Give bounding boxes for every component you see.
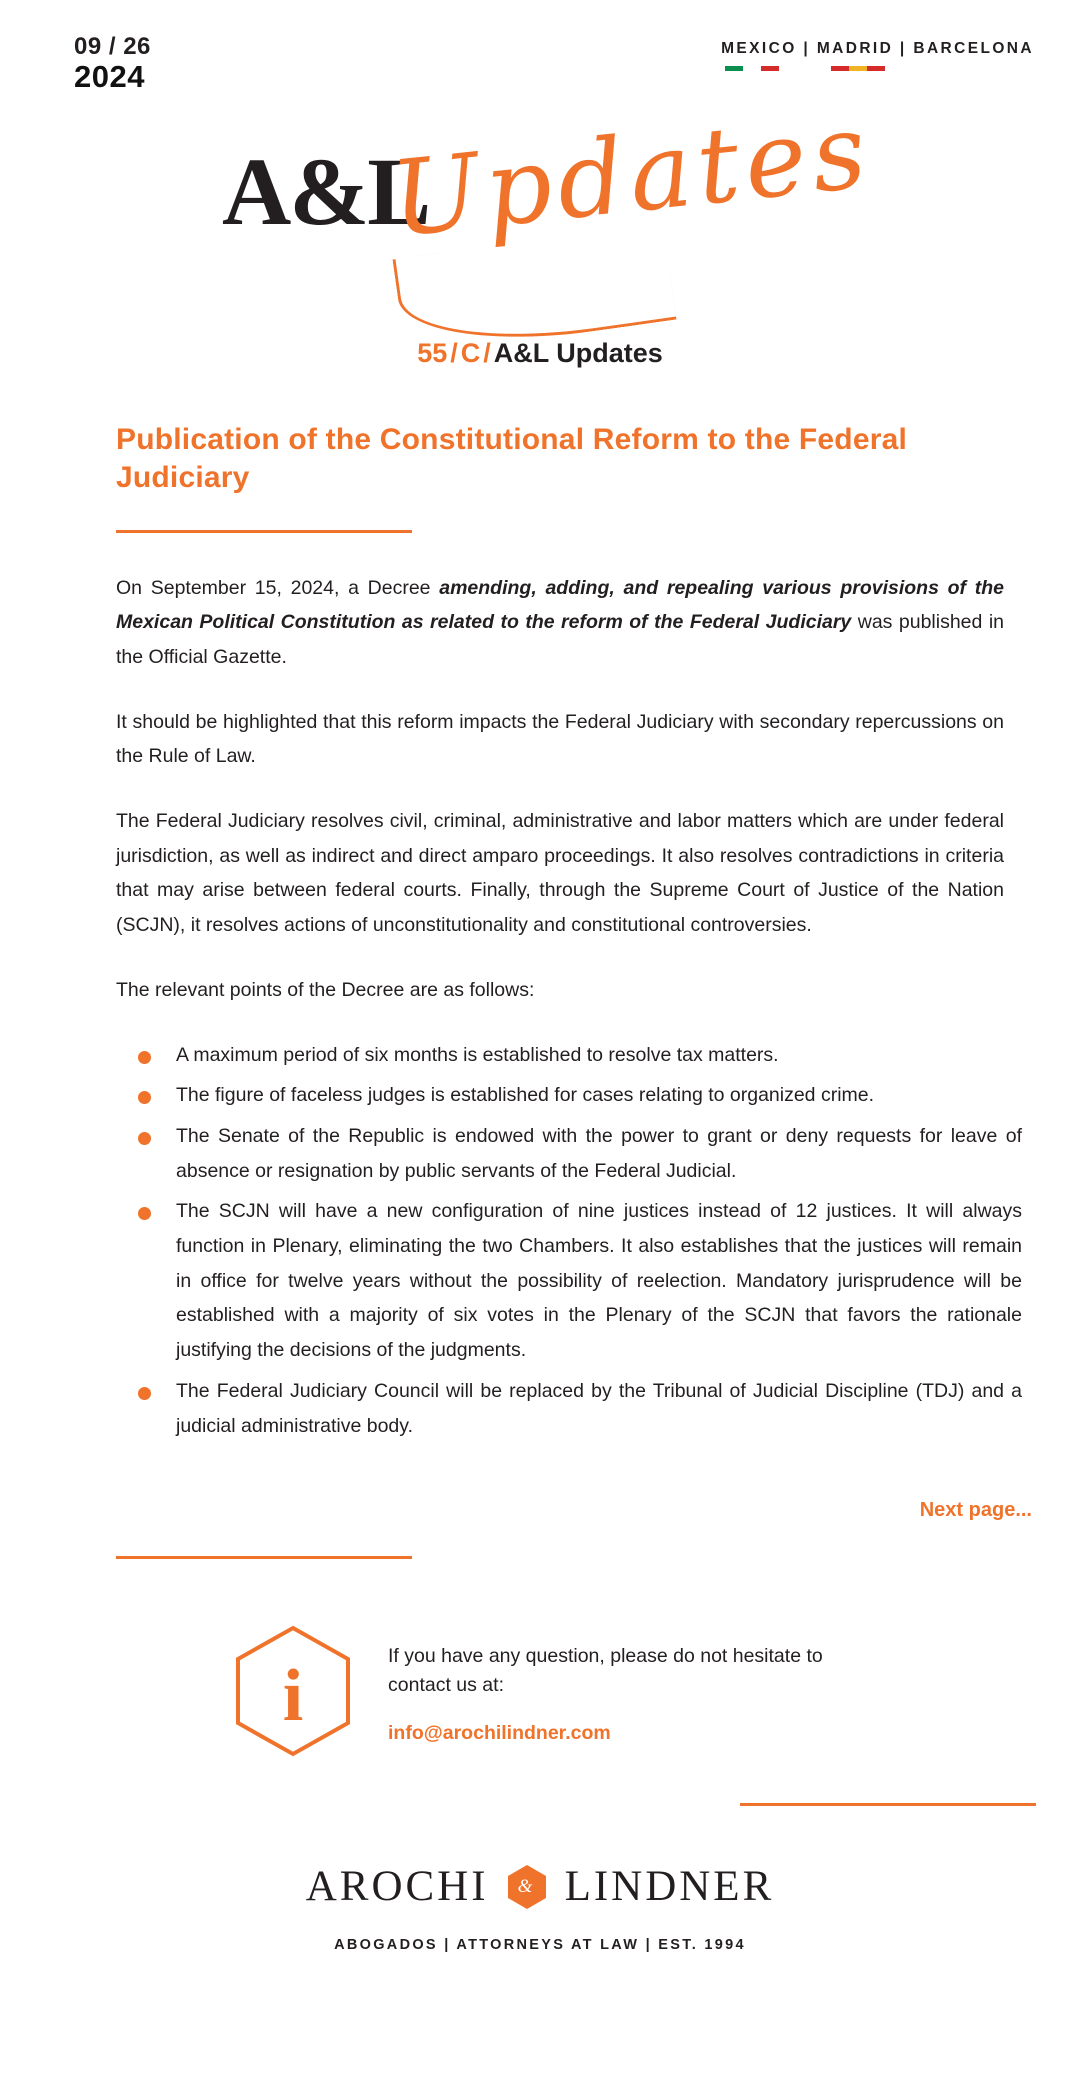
firm-name-left: AROCHI [305,1863,489,1911]
next-page-link[interactable]: Next page... [919,1499,1032,1522]
mexico-flag-icon [725,66,779,71]
paragraph-1-emphasis: amending, adding, and repealing various provisions of the Mexican Political Constitution as related to the reform of the Federal Judiciary [116,576,1004,634]
contact-text [388,1638,888,1746]
svg-text:i: i [282,1655,304,1738]
firm-name-right: LINDNER [564,1863,775,1911]
al-wordmark: A&L [222,137,430,245]
firm-tagline: ABOGADOS | ATTORNEYS AT LAW | EST. 1994 [334,1937,746,1954]
issue-sep-1: / [450,337,458,368]
masthead-logo [0,88,1080,320]
list-item: The Federal Judiciary Council will be replaced by the Tribunal of Judicial Discipline (TDJ) and a judicial administrative body. [134,1374,1022,1443]
contact-divider [740,1803,1036,1806]
issue-code: C [460,337,481,368]
ampersand-hexagon-icon [507,1864,547,1910]
paragraph-3: The Federal Judiciary resolves civil, criminal, administrative and labor matters which are under federal jurisdiction, as well as indirect and direct amparo proceedings. It also resolves contradictions in criteria that may arise between federal courts. Finally, through the Supreme Court of Justice of the Nation (SCJN), it resolves actions of unconstitutionality and constitutional controversies. [116,810,1004,937]
issue-sep-2: / [483,337,491,368]
footer-divider [116,1556,412,1559]
paragraph-4: The relevant points of the Decree are as follows: [116,978,535,1001]
flag-row [721,66,1034,71]
issue-date [74,34,151,94]
updates-script-wordmark: Updates [385,88,878,261]
issue-label: A&L Updates [493,337,663,368]
issue-identifier [0,338,1080,369]
paragraph-2: It should be highlighted that this reform impacts the Federal Judiciary with secondary repercussions on the Rule of Law. [116,710,1004,768]
paragraph-1 [116,571,1004,675]
list-item: The figure of faceless judges is established for cases relating to organized crime. [134,1078,1022,1113]
issue-number: 55 [417,337,448,368]
office-locations [721,34,1034,71]
page-footer [0,1862,1080,1993]
list-item: The Senate of the Republic is endowed with the power to grant or deny requests for leave of absence or resignation by public servants of the Federal Judicial. [134,1119,1022,1188]
page-title: Publication of the Constitutional Reform to the Federal Judiciary [116,422,908,495]
paragraph-1-pre: On September 15, 2024, a Decree [116,576,440,599]
title-divider [116,530,412,533]
info-hexagon-icon [234,1625,352,1757]
key-points-list [116,1038,1022,1444]
firm-logo [306,1862,775,1911]
contact-question: If you have any question, please do not hesitate to contact us at: [388,1644,823,1696]
article-body [0,421,1080,1560]
list-item: A maximum period of six months is established to resolve tax matters. [134,1038,1022,1073]
office-locations-label: MEXICO | MADRID | BARCELONA [721,40,1034,57]
contact-block [0,1625,1080,1757]
issue-date-year: 2024 [74,59,145,95]
spain-flag-icon [831,66,885,71]
paragraph-1-post: was published in the Official Gazette. [116,611,1004,668]
page-header [0,0,1080,94]
ampersand-glyph: & [517,1875,536,1897]
issue-date-day: 09 / 26 [74,33,151,60]
list-item: The SCJN will have a new configuration of nine justices instead of 12 justices. It will always function in Plenary, eliminating the two Chambers. It also establishes that the justices will remain in office for twelve years without the possibility of reelection. Mandatory jurisprudence will be established with a majority of six votes in the Plenary of the SCJN that favors the rationale justifying the decisions of the judgments. [134,1194,1022,1368]
contact-email[interactable]: info@arochilindner.com [388,1722,611,1745]
